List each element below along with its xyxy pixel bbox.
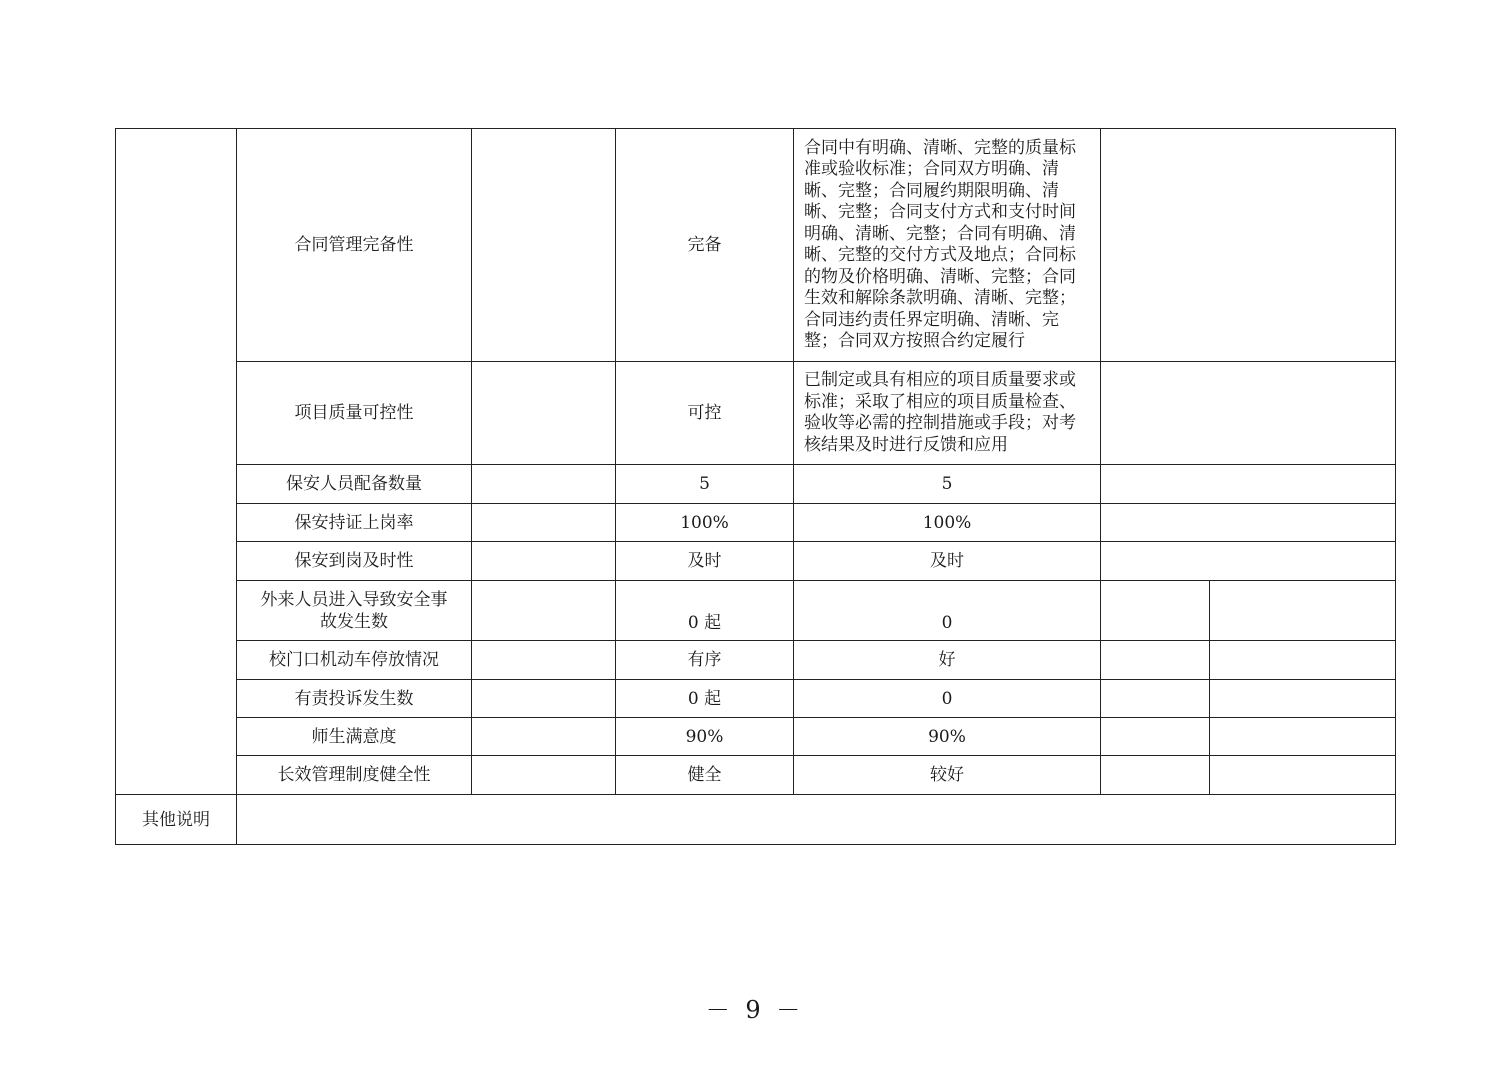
target-cell: 90% [616, 718, 794, 756]
actual-cell: 合同中有明确、清晰、完整的质量标准或验收标准；合同双方明确、清晰、完整；合同履约期限明确、清晰、完整；合同支付方式和支付时间明确、清晰、完整；合同有明确、清晰、完整的交付方式及地点；合同标的物及价格明确、清晰、完整；合同生效和解除条款明确、清晰、完整；合同违约责任界定明确、清晰、完整；合同双方按照合约定履行 [794, 129, 1101, 362]
actual-cell: 90% [794, 718, 1101, 756]
table-row [116, 581, 1396, 641]
score-cell [1101, 465, 1396, 504]
score-cell [1101, 504, 1396, 542]
score-cell [1101, 542, 1396, 581]
category-cell [116, 129, 237, 795]
table-row [116, 718, 1396, 756]
indicator-cell: 师生满意度 [237, 718, 472, 756]
weight-cell [1101, 756, 1210, 795]
table-row [116, 756, 1396, 795]
actual-cell: 较好 [794, 756, 1101, 795]
target-cell: 及时 [616, 542, 794, 581]
target-cell: 完备 [616, 129, 794, 362]
actual-cell: 100% [794, 504, 1101, 542]
indicator-blank-cell [472, 718, 616, 756]
actual-cell: 0 [794, 680, 1101, 718]
other-notes-label: 其他说明 [116, 795, 237, 845]
weight-cell [1101, 680, 1210, 718]
score-cell [1210, 756, 1396, 795]
indicator-cell: 保安到岗及时性 [237, 542, 472, 581]
score-cell [1210, 581, 1396, 641]
actual-cell: 已制定或具有相应的项目质量要求或标准；采取了相应的项目质量检查、验收等必需的控制措施或手段；对考核结果及时进行反馈和应用 [794, 362, 1101, 465]
indicator-cell: 合同管理完备性 [237, 129, 472, 362]
indicator-blank-cell [472, 465, 616, 504]
indicator-blank-cell [472, 680, 616, 718]
table-row [116, 129, 1396, 362]
table-row [116, 504, 1396, 542]
indicator-blank-cell [472, 504, 616, 542]
indicator-blank-cell [472, 362, 616, 465]
other-notes-content [237, 795, 1396, 845]
indicator-cell: 保安持证上岗率 [237, 504, 472, 542]
indicator-blank-cell [472, 581, 616, 641]
target-cell: 可控 [616, 362, 794, 465]
performance-table-sheet [115, 128, 1395, 845]
actual-cell: 5 [794, 465, 1101, 504]
target-cell: 100% [616, 504, 794, 542]
score-cell [1210, 641, 1396, 680]
weight-cell [1101, 641, 1210, 680]
weight-cell [1101, 718, 1210, 756]
indicator-blank-cell [472, 756, 616, 795]
actual-cell: 0 [794, 581, 1101, 641]
indicator-cell: 校门口机动车停放情况 [237, 641, 472, 680]
indicator-blank-cell [472, 641, 616, 680]
target-cell: 有序 [616, 641, 794, 680]
score-cell [1210, 718, 1396, 756]
performance-table [115, 128, 1396, 845]
table-row [116, 641, 1396, 680]
target-cell: 5 [616, 465, 794, 504]
indicator-blank-cell [472, 129, 616, 362]
actual-cell: 好 [794, 641, 1101, 680]
actual-cell: 及时 [794, 542, 1101, 581]
indicator-cell: 项目质量可控性 [237, 362, 472, 465]
target-cell: 0 起 [616, 680, 794, 718]
indicator-cell: 长效管理制度健全性 [237, 756, 472, 795]
score-cell [1101, 129, 1396, 362]
indicator-cell: 外来人员进入导致安全事故发生数 [237, 581, 472, 641]
score-cell [1210, 680, 1396, 718]
table-row [116, 362, 1396, 465]
table-row [116, 542, 1396, 581]
indicator-cell: 有责投诉发生数 [237, 680, 472, 718]
table-row [116, 680, 1396, 718]
target-cell: 健全 [616, 756, 794, 795]
page-number: － 9 － [705, 996, 805, 1024]
score-cell [1101, 362, 1396, 465]
indicator-cell: 保安人员配备数量 [237, 465, 472, 504]
indicator-blank-cell [472, 542, 616, 581]
target-cell: 0 起 [616, 581, 794, 641]
weight-cell [1101, 581, 1210, 641]
table-row [116, 465, 1396, 504]
other-notes-row [116, 795, 1396, 845]
